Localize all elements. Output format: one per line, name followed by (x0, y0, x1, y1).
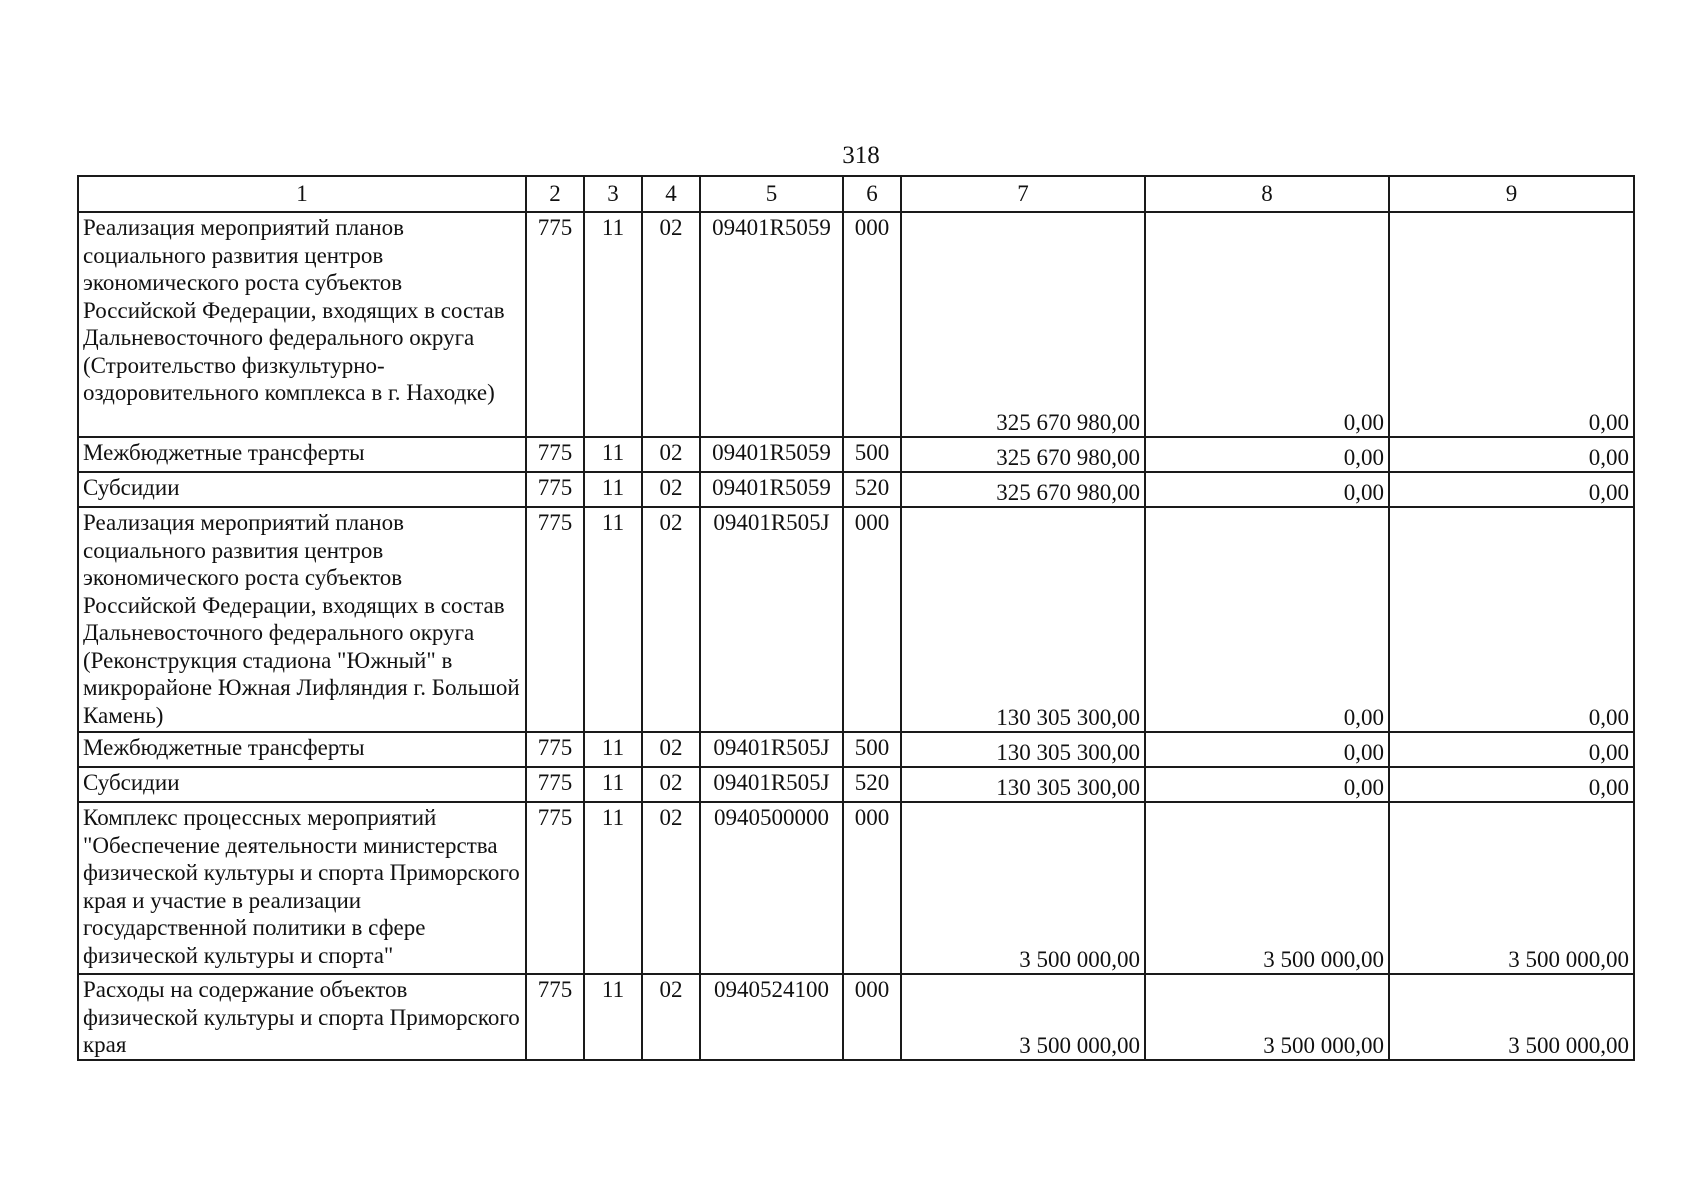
cell-subsection: 02 (642, 802, 700, 974)
cell-subsection: 02 (642, 974, 700, 1060)
cell-amount-col9: 0,00 (1389, 732, 1634, 767)
cell-amount-col9: 0,00 (1389, 472, 1634, 507)
cell-section: 11 (584, 767, 642, 802)
row-name: Комплекс процессных мероприятий "Обеспечение деятельности министерства физической культуры и спорта Приморского края и участие в реализации государственной политики в сфере физической культуры и спорта" (78, 802, 526, 974)
cell-ministry-code: 775 (526, 974, 584, 1060)
cell-amount-col8: 0,00 (1145, 472, 1389, 507)
cell-amount-col9: 0,00 (1389, 507, 1634, 732)
table-row (78, 767, 1634, 802)
cell-target-item: 09401R505J (700, 507, 843, 732)
cell-section: 11 (584, 437, 642, 472)
cell-amount-col7: 130 305 300,00 (901, 767, 1145, 802)
budget-table (77, 175, 1635, 1061)
cell-expense-type: 000 (843, 802, 901, 974)
table-row (78, 802, 1634, 974)
cell-section: 11 (584, 974, 642, 1060)
cell-amount-col8: 3 500 000,00 (1145, 974, 1389, 1060)
cell-target-item: 09401R5059 (700, 472, 843, 507)
column-header: 9 (1389, 176, 1634, 212)
column-header: 5 (700, 176, 843, 212)
table-row (78, 732, 1634, 767)
cell-amount-col9: 3 500 000,00 (1389, 974, 1634, 1060)
cell-target-item: 09401R5059 (700, 437, 843, 472)
cell-amount-col7: 130 305 300,00 (901, 507, 1145, 732)
column-header: 7 (901, 176, 1145, 212)
cell-amount-col7: 3 500 000,00 (901, 974, 1145, 1060)
cell-subsection: 02 (642, 472, 700, 507)
cell-expense-type: 520 (843, 472, 901, 507)
cell-ministry-code: 775 (526, 472, 584, 507)
cell-subsection: 02 (642, 767, 700, 802)
cell-section: 11 (584, 212, 642, 437)
cell-amount-col8: 0,00 (1145, 732, 1389, 767)
cell-amount-col7: 325 670 980,00 (901, 212, 1145, 437)
cell-subsection: 02 (642, 437, 700, 472)
column-header: 2 (526, 176, 584, 212)
table-row (78, 507, 1634, 732)
cell-expense-type: 000 (843, 212, 901, 437)
cell-expense-type: 500 (843, 437, 901, 472)
cell-expense-type: 520 (843, 767, 901, 802)
cell-target-item: 09401R505J (700, 767, 843, 802)
table-row (78, 974, 1634, 1060)
cell-ministry-code: 775 (526, 437, 584, 472)
cell-section: 11 (584, 732, 642, 767)
table-row (78, 212, 1634, 437)
cell-amount-col9: 0,00 (1389, 437, 1634, 472)
cell-amount-col7: 325 670 980,00 (901, 437, 1145, 472)
cell-target-item: 09401R505J (700, 732, 843, 767)
cell-target-item: 09401R5059 (700, 212, 843, 437)
cell-expense-type: 000 (843, 974, 901, 1060)
cell-ministry-code: 775 (526, 767, 584, 802)
cell-expense-type: 500 (843, 732, 901, 767)
cell-subsection: 02 (642, 507, 700, 732)
cell-amount-col8: 0,00 (1145, 212, 1389, 437)
cell-amount-col8: 3 500 000,00 (1145, 802, 1389, 974)
cell-section: 11 (584, 802, 642, 974)
table-header-row (78, 176, 1634, 212)
cell-expense-type: 000 (843, 507, 901, 732)
cell-amount-col8: 0,00 (1145, 767, 1389, 802)
cell-amount-col8: 0,00 (1145, 437, 1389, 472)
cell-subsection: 02 (642, 732, 700, 767)
row-name: Межбюджетные трансферты (78, 732, 526, 767)
column-header: 3 (584, 176, 642, 212)
row-name: Реализация мероприятий планов социального развития центров экономического роста субъектов Российской Федерации, входящих в состав Дальневосточного федерального округа (Строительство физкультурно-оздоровительного комплекса в г. Находке) (78, 212, 526, 437)
table-row (78, 472, 1634, 507)
column-header: 8 (1145, 176, 1389, 212)
row-name: Расходы на содержание объектов физической культуры и спорта Приморского края (78, 974, 526, 1060)
cell-amount-col9: 3 500 000,00 (1389, 802, 1634, 974)
cell-ministry-code: 775 (526, 732, 584, 767)
cell-ministry-code: 775 (526, 507, 584, 732)
cell-ministry-code: 775 (526, 802, 584, 974)
table-row (78, 437, 1634, 472)
cell-section: 11 (584, 472, 642, 507)
page-number: 318 (842, 142, 880, 169)
column-header: 6 (843, 176, 901, 212)
row-name: Реализация мероприятий планов социального развития центров экономического роста субъектов Российской Федерации, входящих в состав Дальневосточного федерального округа (Реконструкция стадиона "Южный" в микрорайоне Южная Лифляндия г. Большой Камень) (78, 507, 526, 732)
cell-amount-col8: 0,00 (1145, 507, 1389, 732)
cell-amount-col9: 0,00 (1389, 767, 1634, 802)
cell-amount-col9: 0,00 (1389, 212, 1634, 437)
cell-section: 11 (584, 507, 642, 732)
column-header: 4 (642, 176, 700, 212)
cell-amount-col7: 3 500 000,00 (901, 802, 1145, 974)
row-name: Субсидии (78, 472, 526, 507)
column-header: 1 (78, 176, 526, 212)
cell-target-item: 0940500000 (700, 802, 843, 974)
row-name: Межбюджетные трансферты (78, 437, 526, 472)
cell-subsection: 02 (642, 212, 700, 437)
row-name: Субсидии (78, 767, 526, 802)
cell-target-item: 0940524100 (700, 974, 843, 1060)
cell-amount-col7: 325 670 980,00 (901, 472, 1145, 507)
cell-amount-col7: 130 305 300,00 (901, 732, 1145, 767)
cell-ministry-code: 775 (526, 212, 584, 437)
